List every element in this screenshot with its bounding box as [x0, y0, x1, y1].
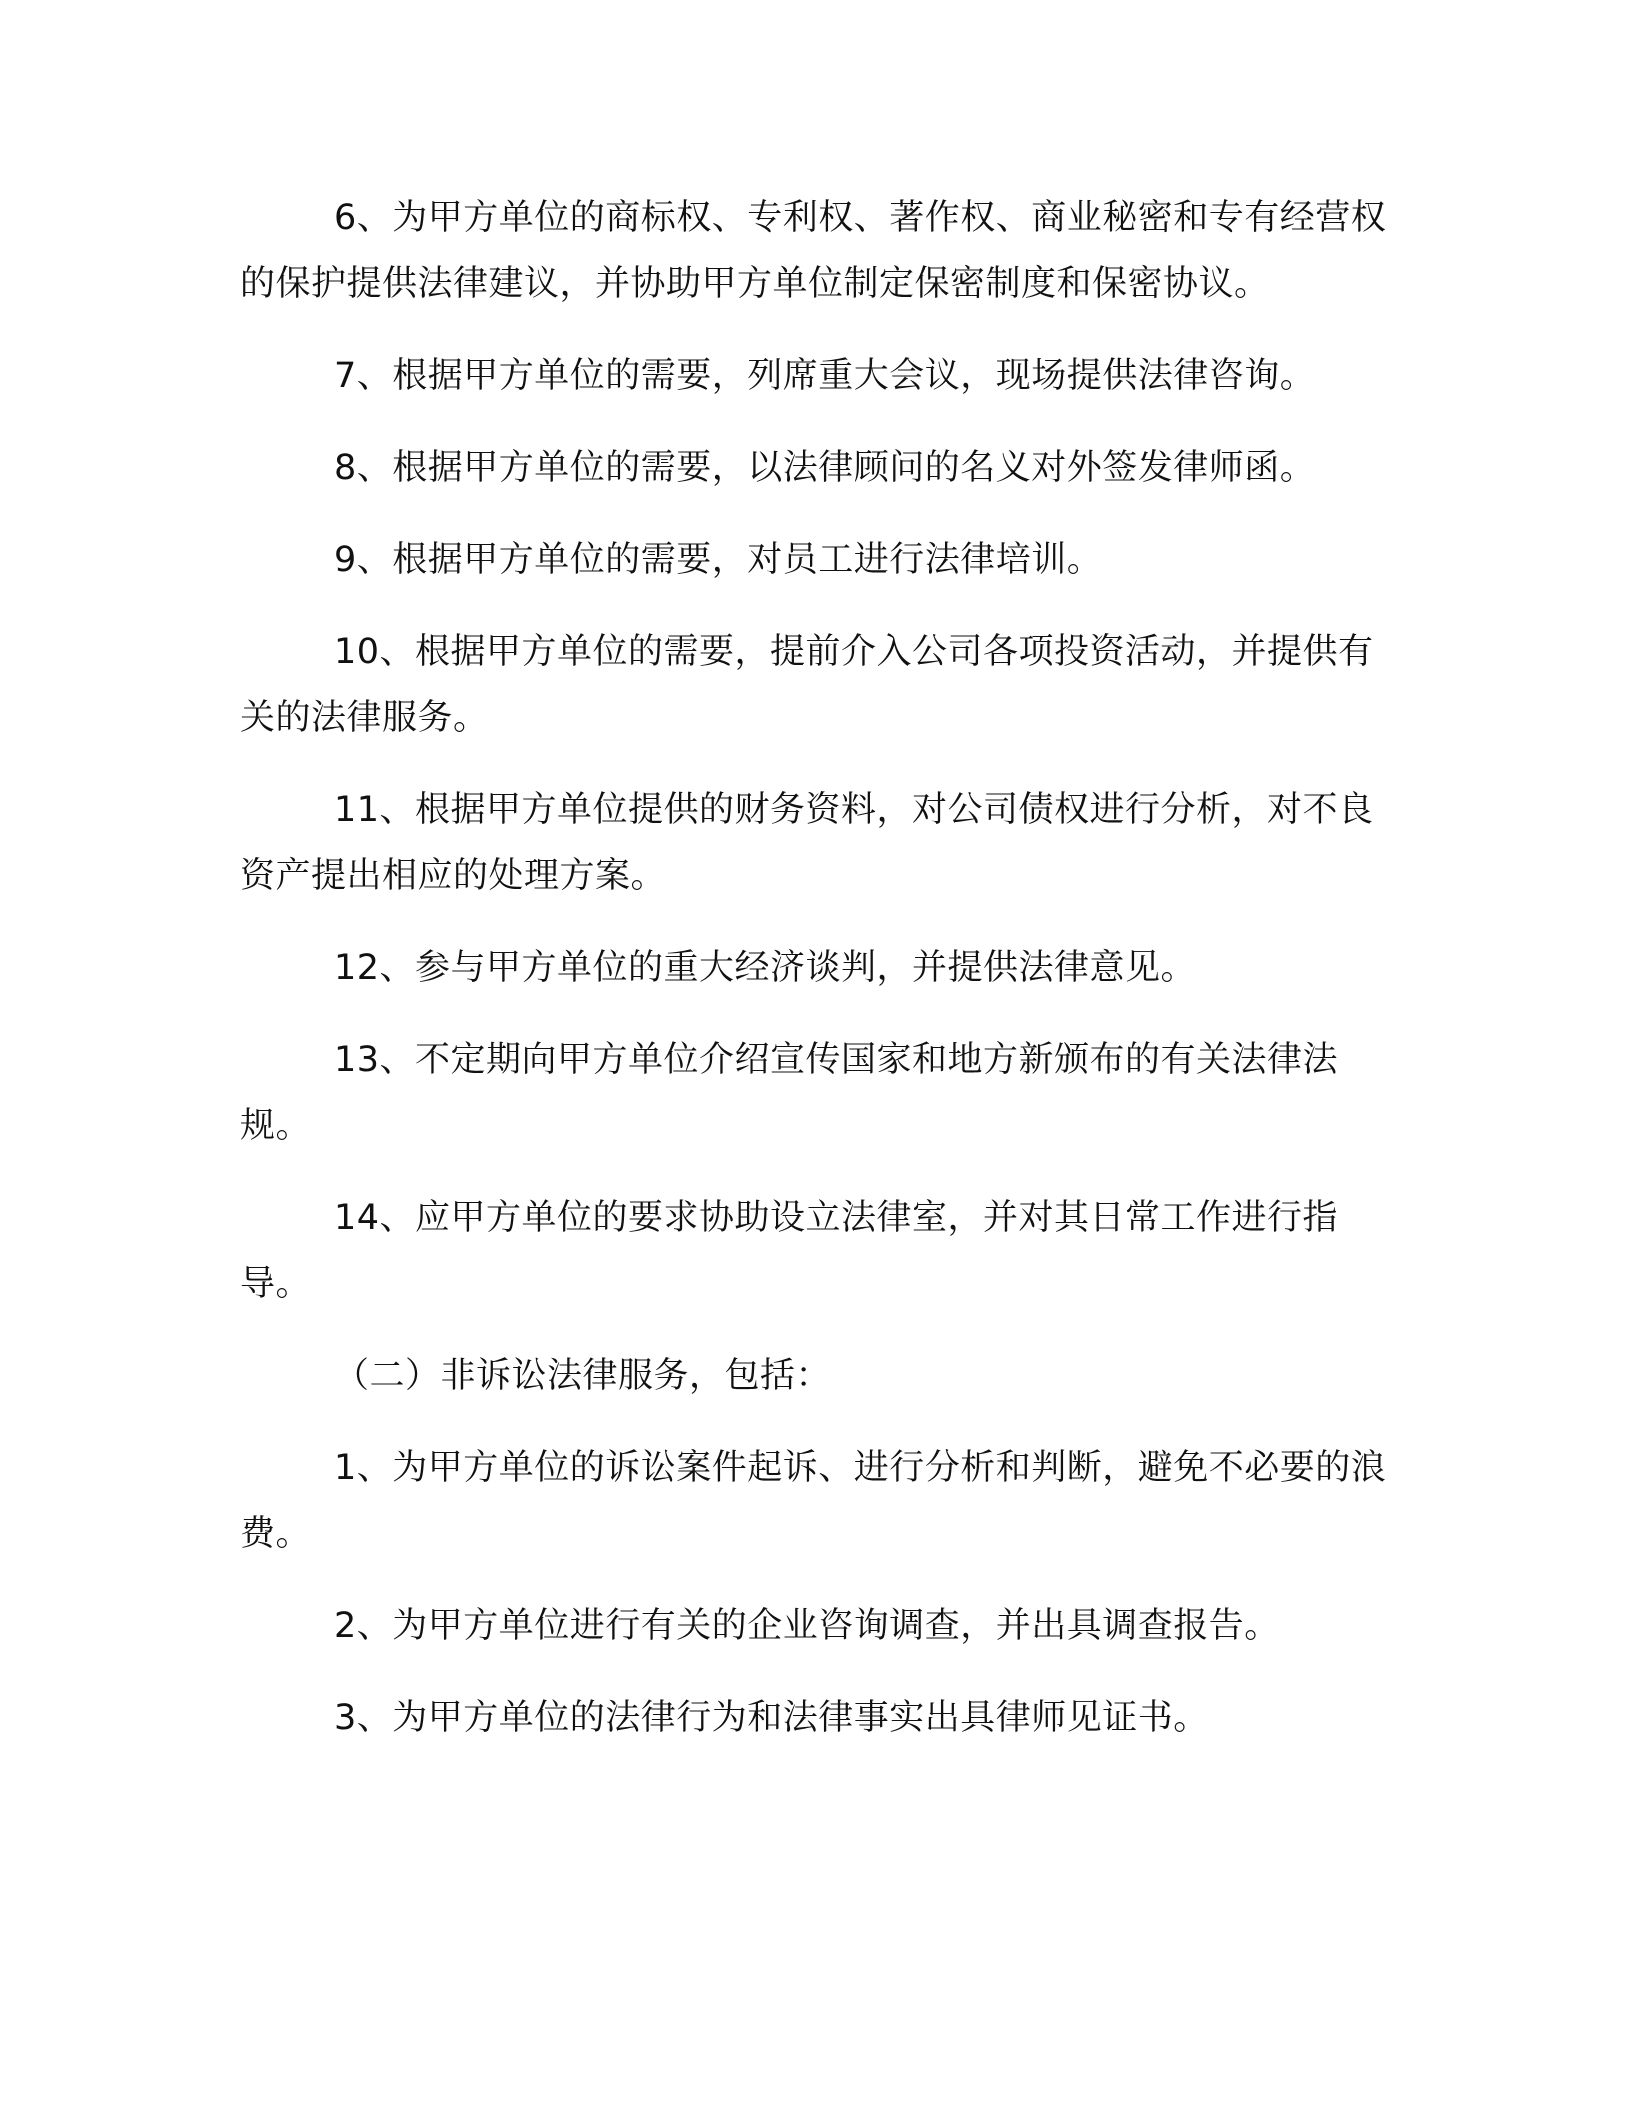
paragraph-item-3: 3、为甲方单位的法律行为和法律事实出具律师见证书。 [334, 1698, 1209, 1738]
paragraph-item-14: 14、应甲方单位的要求协助设立法律室，并对其日常工作进行指导。 [240, 1198, 1339, 1304]
paragraph-item-6: 6、为甲方单位的商标权、专利权、著作权、商业秘密和专有经营权的保护提供法律建议，并协助甲方单位制定保密制度和保密协议。 [240, 198, 1387, 304]
paragraph-item-7: 7、根据甲方单位的需要，列席重大会议，现场提供法律咨询。 [334, 356, 1316, 396]
section-heading-non-litigation: （二）非诉讼法律服务，包括： [334, 1356, 832, 1396]
paragraph-item-8: 8、根据甲方单位的需要，以法律顾问的名义对外签发律师函。 [334, 448, 1316, 488]
paragraph-item-1: 1、为甲方单位的诉讼案件起诉、进行分析和判断，避免不必要的浪费。 [240, 1448, 1387, 1554]
paragraph-item-12: 12、参与甲方单位的重大经济谈判，并提供法律意见。 [334, 948, 1197, 988]
paragraph-item-2: 2、为甲方单位进行有关的企业咨询调查，并出具调查报告。 [334, 1606, 1280, 1646]
paragraph-item-9: 9、根据甲方单位的需要，对员工进行法律培训。 [334, 540, 1103, 580]
paragraph-item-11: 11、根据甲方单位提供的财务资料，对公司债权进行分析，对不良资产提出相应的处理方案。 [240, 790, 1374, 896]
paragraph-item-10: 10、根据甲方单位的需要，提前介入公司各项投资活动，并提供有关的法律服务。 [240, 632, 1374, 738]
document-body [240, 185, 1392, 1777]
paragraph-item-13: 13、不定期向甲方单位介绍宣传国家和地方新颁布的有关法律法规。 [240, 1040, 1339, 1146]
